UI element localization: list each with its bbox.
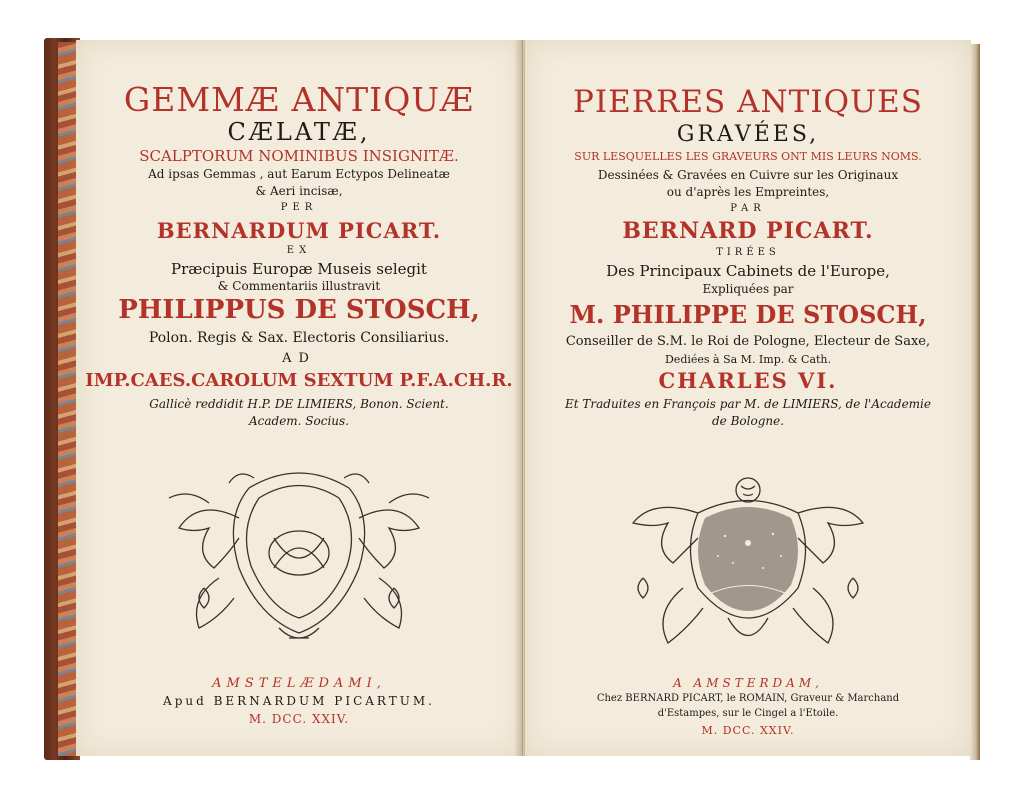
right-tirees: TIRÉES	[716, 247, 780, 258]
left-ex: EX	[286, 245, 312, 256]
right-line12: Conseiller de S.M. le Roi de Pologne, Electeur de Saxe,	[565, 334, 931, 349]
left-line3: SCALPTORUM NOMINIBUS INSIGNITÆ.	[139, 147, 459, 165]
left-per: PER	[280, 202, 318, 213]
right-line9: Des Principaux Cabinets de l'Europe,	[606, 262, 890, 280]
left-dedicatee: IMP.CAES.CAROLUM SEXTUM P.F.A.CH.R.	[85, 370, 513, 391]
right-line4: Dessinées & Gravées en Cuivre sur les Originaux	[597, 168, 899, 182]
left-place: AMSTELÆDAMI,	[212, 676, 386, 691]
right-line5: ou d'après les Empreintes,	[666, 185, 830, 199]
left-ad: AD	[282, 351, 316, 366]
page-edges	[970, 44, 980, 760]
right-dedicatee: CHARLES VI.	[658, 368, 838, 393]
right-publisher-2: d'Estampes, sur le Cingel a l'Etoile.	[657, 708, 839, 719]
right-author: BERNARD PICART.	[622, 218, 874, 244]
right-subtitle: GRAVÉES,	[676, 122, 820, 147]
right-year: M. DCC. XXIV.	[701, 724, 795, 737]
left-line9: Præcipuis Europæ Museis selegit	[171, 260, 427, 278]
left-subtitle: CÆLATÆ,	[227, 118, 371, 146]
right-publisher: Chez BERNARD PICART, le ROMAIN, Graveur & Marchand	[596, 693, 900, 704]
right-title-page	[524, 40, 971, 756]
right-line13: Dediées à Sa M. Imp. & Cath.	[664, 353, 832, 366]
open-book	[44, 38, 980, 760]
left-title-page	[76, 40, 523, 756]
left-line10: & Commentariis illustravit	[217, 279, 381, 293]
left-publisher: Apud BERNARDUM PICARTUM.	[163, 694, 435, 708]
left-year: M. DCC. XXIV.	[248, 712, 350, 726]
right-line16: de Bologne.	[711, 414, 785, 428]
left-line15: Gallicè reddidit H.P. DE LIMIERS, Bonon. Scient.	[149, 397, 449, 411]
right-editor: M. PHILIPPE DE STOSCH,	[569, 300, 927, 329]
right-par: PAR	[730, 203, 766, 214]
left-line12: Polon. Regis & Sax. Electoris Consiliarius.	[148, 330, 450, 346]
monogram-cartouche-engraving	[159, 458, 439, 648]
right-place: A AMSTERDAM,	[673, 676, 823, 690]
left-title: GEMMÆ ANTIQUÆ	[123, 80, 475, 119]
left-line16: Academ. Socius.	[248, 414, 350, 428]
right-line3: SUR LESQUELLES LES GRAVEURS ONT MIS LEURS NOMS.	[574, 150, 922, 163]
left-line4: Ad ipsas Gemmas , aut Earum Ectypos Delineatæ	[148, 167, 450, 181]
right-line15: Et Traduites en François par M. de LIMIERS, de l'Academie	[564, 397, 931, 411]
left-author: BERNARDUM PICART.	[156, 218, 442, 243]
right-title: PIERRES ANTIQUES	[573, 84, 923, 120]
left-editor: PHILIPPUS DE STOSCH,	[118, 295, 480, 325]
right-line10: Expliquées par	[702, 282, 794, 296]
left-line5: & Aeri incisæ,	[255, 184, 343, 198]
starry-sky-cartouche-engraving	[613, 468, 883, 658]
